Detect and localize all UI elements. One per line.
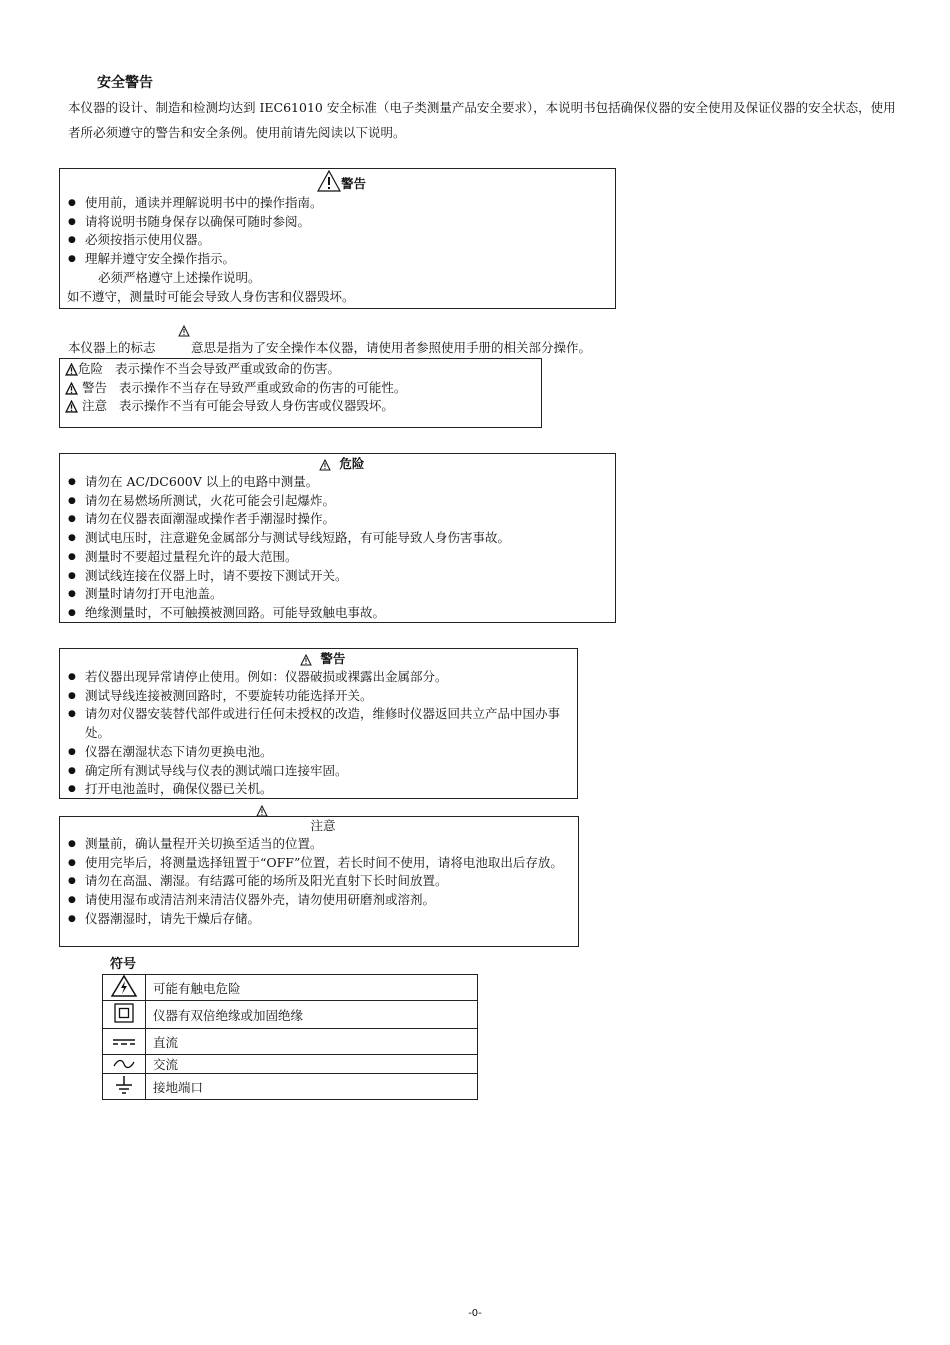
section-heading: 安全警告	[97, 75, 153, 91]
list-item: ● 测量时不要超过量程允许的最大范围。	[68, 548, 615, 567]
list-item: ● 绝缘测量时，不可触摸被测回路。可能导致触电事故。	[68, 604, 615, 623]
list-item: ● 确定所有测试导线与仪表的测试端口连接牢固。	[68, 762, 577, 781]
list-item: ● 测试线连接在仪器上时，请不要按下测试开关。	[68, 567, 615, 586]
warning-box-2	[59, 648, 578, 799]
symbol-label: 可能有触电危险	[146, 975, 478, 1001]
list-item: ● 请勿在 AC/DC600V 以上的电路中测量。	[68, 473, 615, 492]
level-danger	[65, 360, 541, 379]
warning-icon	[317, 170, 341, 192]
list-continuation: 必须严格遵守上述操作说明。	[98, 269, 261, 285]
level-caution	[65, 397, 541, 416]
warning-box	[59, 168, 616, 309]
dc-icon	[113, 1038, 135, 1046]
list-item: ● 请使用湿布或清洁剂来清洁仪器外壳，请勿使用研磨剂或溶剂。	[68, 891, 578, 910]
warning-title: 警告	[68, 170, 615, 194]
list-item: ● 理解并遵守安全操作指示。	[68, 250, 615, 269]
table-row	[103, 1055, 478, 1074]
symbols-title: 符号	[110, 957, 137, 972]
symbols-table	[102, 974, 478, 1100]
list-item: ● 仪器在潮湿状态下请勿更换电池。	[68, 743, 577, 762]
caution-title: 注意	[310, 818, 336, 833]
shock-hazard-icon	[111, 975, 137, 997]
table-row	[103, 1074, 478, 1100]
list-item: ● 测试导线连接被测回路时，不要旋转功能选择开关。	[68, 687, 577, 706]
symbol-label: 仪器有双倍绝缘或加固绝缘	[146, 1001, 478, 1029]
danger-icon	[65, 363, 78, 376]
list-item: ● 打开电池盖时，确保仪器已关机。	[68, 780, 577, 799]
ac-icon	[113, 1059, 135, 1069]
caution-mark-icon	[178, 325, 190, 337]
mark-sentence-before: 本仪器上的标志	[68, 340, 156, 355]
level-warning	[65, 379, 541, 398]
level-desc: 表示操作不当存在导致严重或致命的伤害的可能性。	[118, 379, 407, 395]
double-insulation-icon	[114, 1003, 134, 1023]
list-item: ● 测量前，确认量程开关切换至适当的位置。	[68, 835, 578, 854]
level-name: 危险	[78, 361, 104, 376]
level-desc: 表示操作不当有可能会导致人身伤害或仪器毁坏。	[118, 398, 394, 414]
list-item: ● 必须按指示使用仪器。	[68, 231, 615, 250]
warning-icon	[300, 654, 312, 666]
table-row	[103, 975, 478, 1001]
symbol-label: 直流	[146, 1029, 478, 1055]
list-item: ● 请勿在高温、潮湿。有结露可能的场所及阳光直射下长时间放置。	[68, 872, 578, 891]
intro-paragraph: 本仪器的设计、制造和检测均达到 IEC61010 安全标准（电子类测量产品安全要求），本说明书包括确保仪器的安全使用及保证仪器的安全状态，使用者所必须遵守的警告和安全条例。使用前请先阅读以下说明。	[68, 100, 896, 140]
list-item: ● 请勿对仪器安装替代部件或进行任何未授权的改造，维修时仪器返回共立产品中国办事处。	[68, 705, 575, 742]
list-item: ● 若仪器出现异常请停止使用。例如：仪器破损或裸露出金属部分。	[68, 668, 577, 687]
list-item: ● 请将说明书随身保存以确保可随时参阅。	[68, 213, 615, 232]
ground-icon	[114, 1075, 134, 1095]
symbol-label: 接地端口	[146, 1074, 478, 1100]
list-item: ● 使用前，通读并理解说明书中的操作指南。	[68, 194, 615, 213]
table-row	[103, 1001, 478, 1029]
level-name: 注意	[81, 398, 107, 414]
danger-title: 危险	[68, 454, 615, 473]
level-name: 警告	[81, 379, 107, 395]
caution-box	[59, 816, 579, 947]
danger-icon	[319, 459, 331, 471]
list-item: ● 请勿在易燃场所测试，火花可能会引起爆炸。	[68, 492, 615, 511]
list-item: ● 仪器潮湿时，请先干燥后存储。	[68, 910, 578, 929]
levels-box	[59, 358, 542, 428]
warning-footer: 如不遵守，测量时可能会导致人身伤害和仪器毁坏。	[67, 288, 355, 304]
mark-sentence-after: 意思是指为了安全操作本仪器，请使用者参照使用手册的相关部分操作。	[191, 340, 592, 355]
list-item: ● 使用完毕后，将测量选择钮置于“OFF”位置，若长时间不使用，请将电池取出后存放。	[68, 854, 575, 873]
level-desc: 表示操作不当会导致严重或致命的伤害。	[114, 361, 340, 376]
page-number: -0-	[468, 1308, 482, 1319]
warning-title: 警告	[68, 649, 577, 668]
list-item: ● 测量时请勿打开电池盖。	[68, 585, 615, 604]
list-item: ● 请勿在仪器表面潮湿或操作者手潮湿时操作。	[68, 510, 615, 529]
list-item: ● 测试电压时，注意避免金属部分与测试导线短路，有可能导致人身伤害事故。	[68, 529, 615, 548]
danger-box	[59, 453, 616, 623]
caution-icon	[65, 400, 78, 413]
symbol-label: 交流	[146, 1055, 478, 1074]
table-row	[103, 1029, 478, 1055]
warning-icon	[65, 382, 78, 395]
